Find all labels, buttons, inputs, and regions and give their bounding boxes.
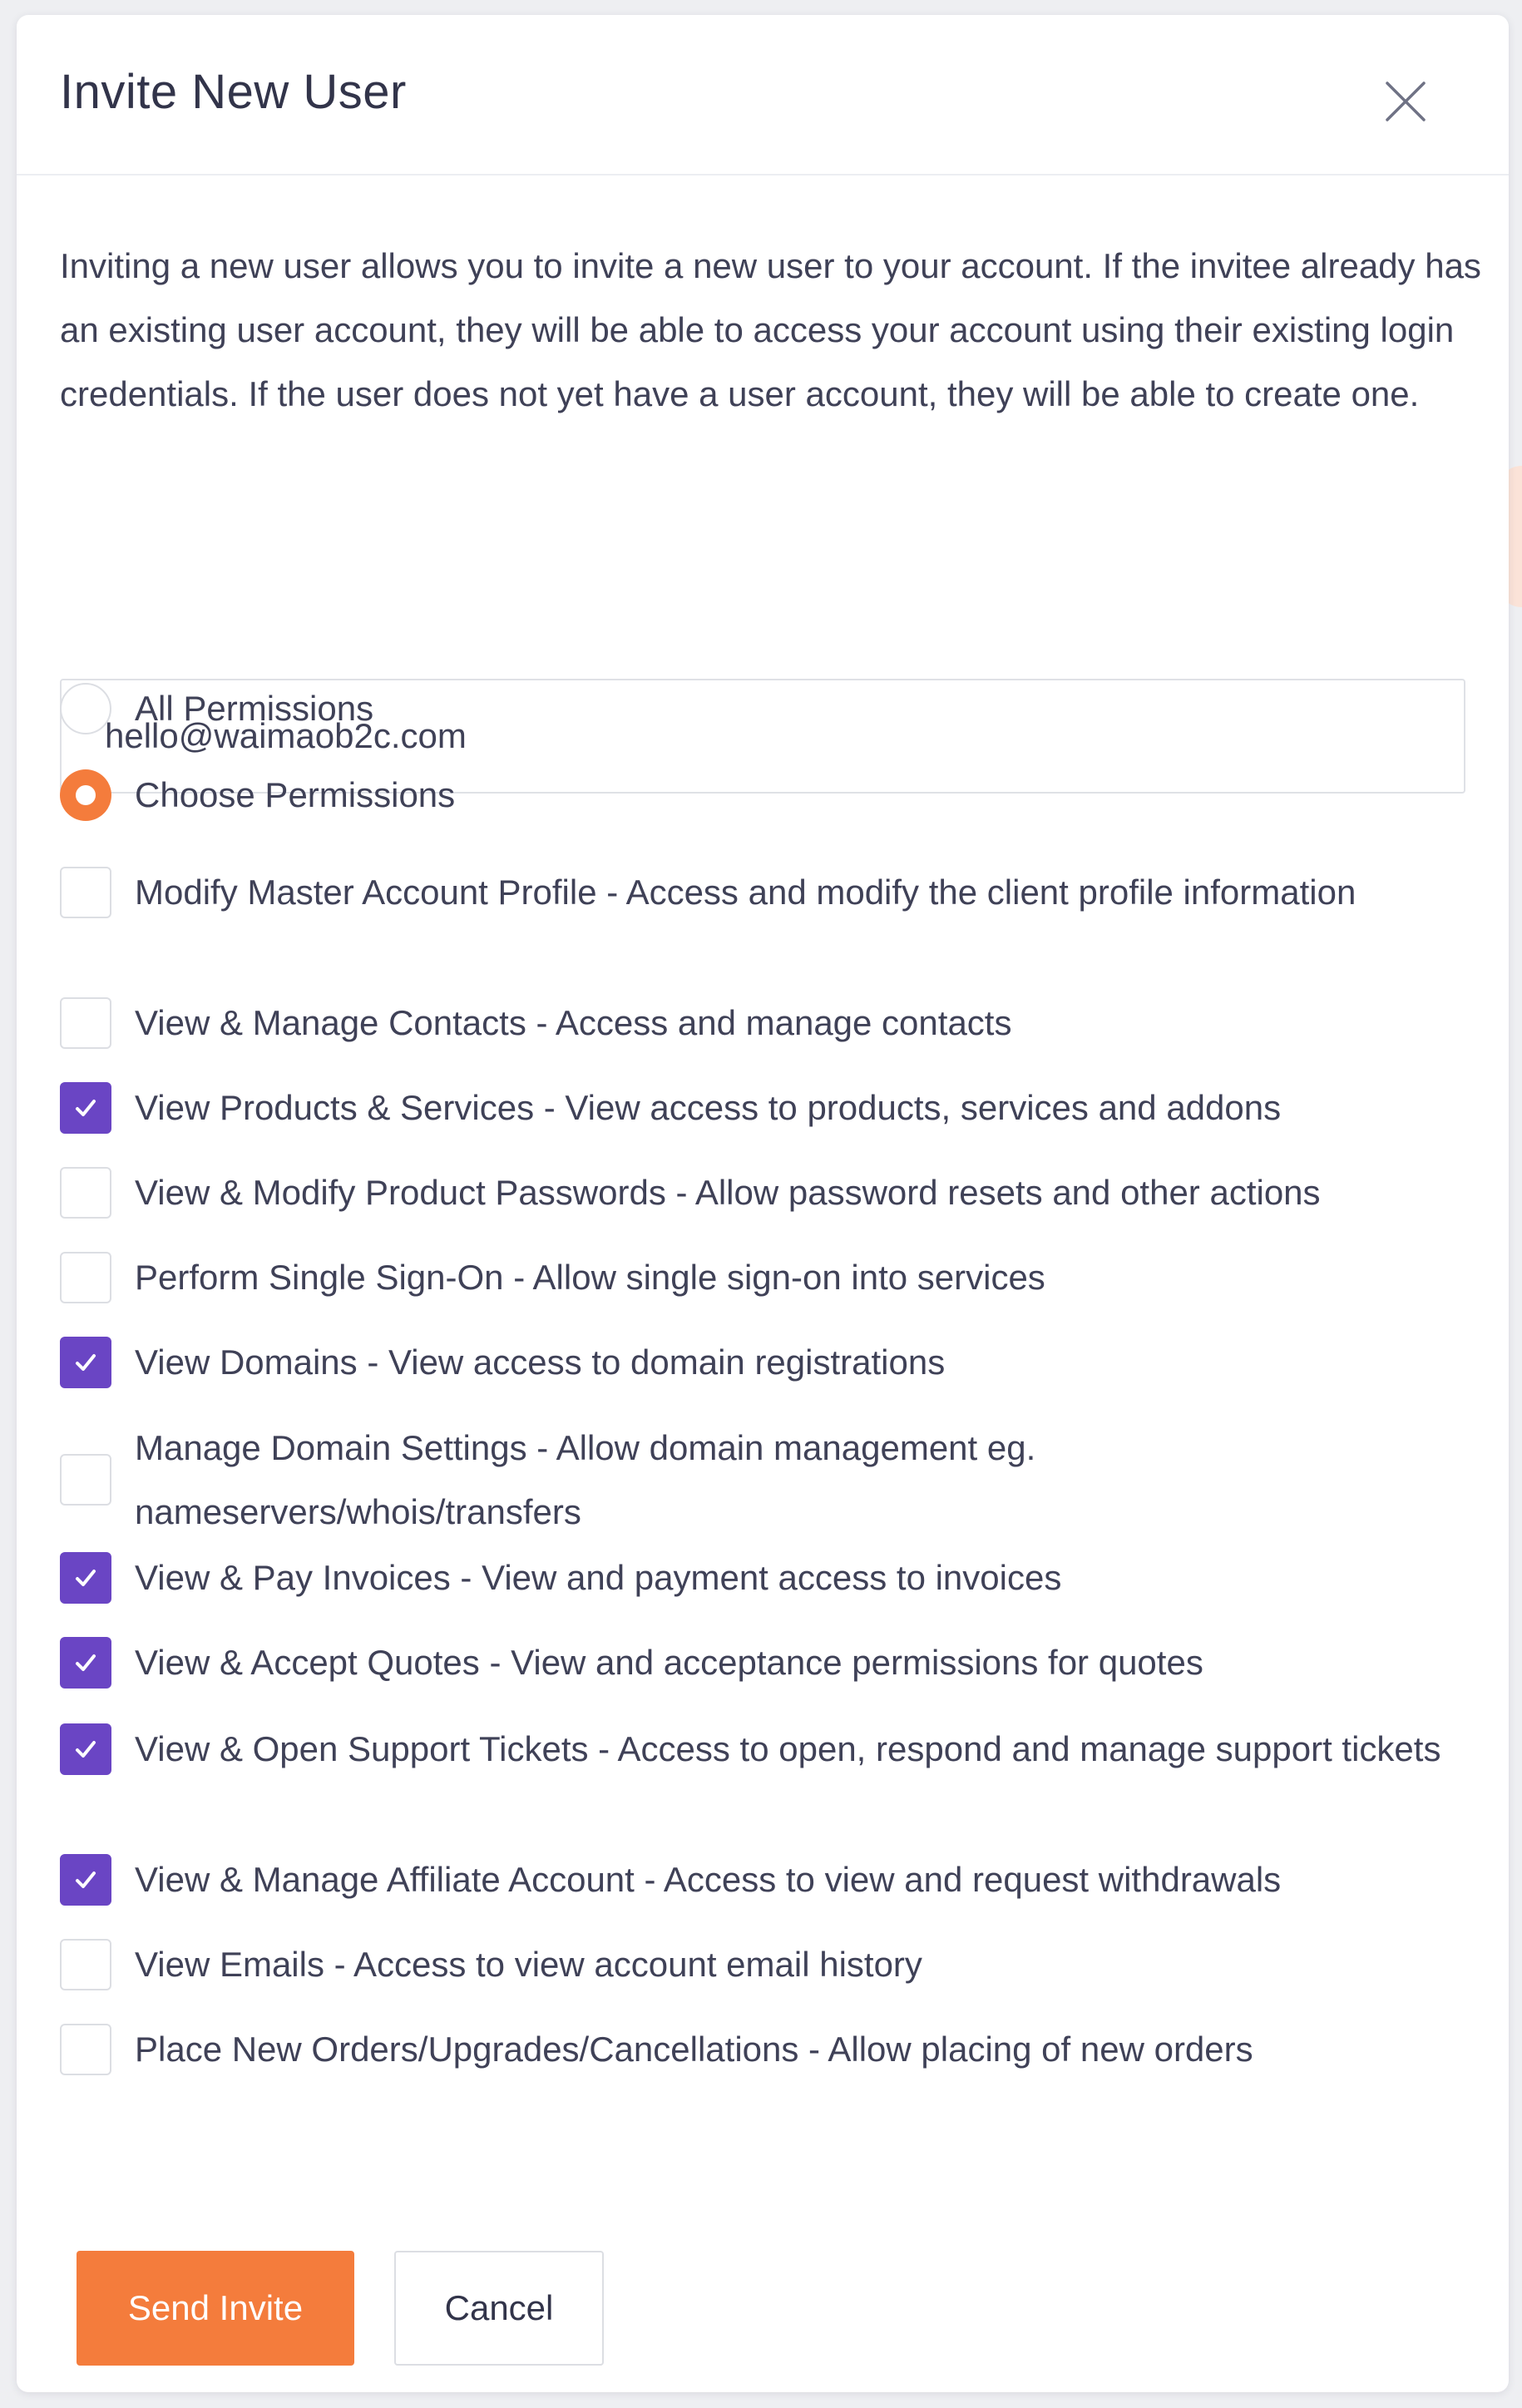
checkbox xyxy=(60,1723,111,1775)
permission-item[interactable] xyxy=(60,1416,1482,1544)
checkmark-icon xyxy=(71,1347,101,1377)
checkbox xyxy=(60,1167,111,1219)
radio-button xyxy=(60,683,111,734)
permission-item[interactable] xyxy=(60,1630,1482,1694)
checkbox xyxy=(60,1252,111,1303)
permission-item[interactable] xyxy=(60,1245,1482,1309)
permission-label: View & Manage Affiliate Account - Access to view and request withdrawals xyxy=(135,1860,1282,1899)
invite-description: Inviting a new user allows you to invite a new user to your account. If the invitee already has an existing user account, they will be able to access your account using their existing login credentials. If the user does not yet have a user account, they will be able to create one. xyxy=(60,246,1481,413)
permission-label: View Emails - Access to view account email history xyxy=(135,1945,922,1984)
permission-item[interactable] xyxy=(60,1330,1482,1394)
checkbox xyxy=(60,1552,111,1604)
radio-label: All Permissions xyxy=(135,689,374,728)
checkmark-icon xyxy=(71,1865,101,1895)
permission-label: View Products & Services - View access to products, services and addons xyxy=(135,1088,1282,1127)
permission-item[interactable] xyxy=(60,1847,1482,1911)
permission-item[interactable] xyxy=(60,1717,1482,1781)
send-invite-button[interactable]: Send Invite xyxy=(77,2251,354,2366)
checkbox xyxy=(60,1337,111,1388)
permission-label: Perform Single Sign-On - Allow single sign-on into services xyxy=(135,1258,1045,1297)
checkbox xyxy=(60,1637,111,1689)
permission-label: View Domains - View access to domain registrations xyxy=(135,1342,946,1382)
checkmark-icon xyxy=(71,1563,101,1593)
checkbox xyxy=(60,1854,111,1906)
radio-label: Choose Permissions xyxy=(135,775,456,814)
permission-item[interactable] xyxy=(60,1545,1482,1609)
modal-title: Invite New User xyxy=(60,65,407,119)
checkbox xyxy=(60,1454,111,1506)
permission-item[interactable] xyxy=(60,991,1482,1055)
permission-label: View & Accept Quotes - View and acceptance permissions for quotes xyxy=(135,1643,1203,1682)
radio-button xyxy=(60,769,111,821)
permission-item[interactable] xyxy=(60,1160,1482,1224)
checkbox xyxy=(60,1939,111,1990)
permission-item[interactable] xyxy=(60,1075,1482,1140)
permission-item[interactable] xyxy=(60,860,1482,924)
permission-label: Place New Orders/Upgrades/Cancellations - Allow placing of new orders xyxy=(135,2030,1253,2069)
checkmark-icon xyxy=(71,1734,101,1764)
cancel-button[interactable]: Cancel xyxy=(394,2251,604,2366)
checkbox xyxy=(60,1082,111,1134)
checkmark-icon xyxy=(71,1093,101,1123)
radio-choose-permissions[interactable] xyxy=(60,769,455,821)
permission-item[interactable] xyxy=(60,1932,1482,1996)
permission-label: Manage Domain Settings - Allow domain management eg. nameservers/whois/transfers xyxy=(135,1428,1036,1531)
permission-label: View & Manage Contacts - Access and manage contacts xyxy=(135,1003,1012,1042)
permission-label: View & Modify Product Passwords - Allow password resets and other actions xyxy=(135,1173,1321,1212)
checkmark-icon xyxy=(71,1648,101,1678)
modal-header xyxy=(17,15,1509,176)
invite-user-modal xyxy=(17,15,1509,2392)
radio-all-permissions[interactable] xyxy=(60,683,373,734)
permission-item[interactable] xyxy=(60,2017,1482,2081)
close-button[interactable] xyxy=(1379,75,1432,128)
close-icon xyxy=(1379,75,1432,128)
permission-label: View & Open Support Tickets - Access to open, respond and manage support tickets xyxy=(135,1729,1441,1768)
checkbox xyxy=(60,997,111,1049)
checkbox xyxy=(60,867,111,918)
permission-label: View & Pay Invoices - View and payment access to invoices xyxy=(135,1558,1062,1597)
permission-label: Modify Master Account Profile - Access and modify the client profile information xyxy=(135,873,1356,912)
checkbox xyxy=(60,2024,111,2075)
